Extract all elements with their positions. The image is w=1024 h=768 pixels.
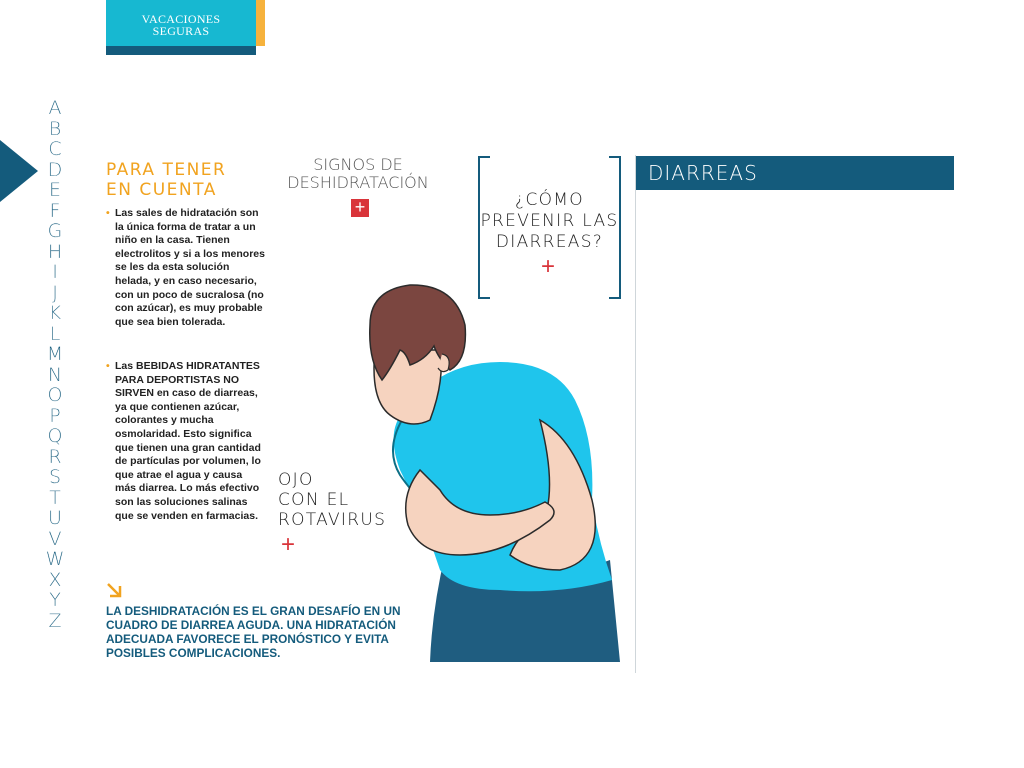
alphabet-letter[interactable]: C: [48, 138, 62, 160]
alphabet-index: [44, 98, 66, 631]
alphabet-letter[interactable]: G: [47, 220, 63, 242]
tip-item: [106, 360, 266, 523]
alphabet-letter[interactable]: Q: [47, 425, 63, 447]
signs-title: [268, 156, 448, 192]
header-tab-underline: [106, 46, 256, 55]
alphabet-letter[interactable]: A: [48, 97, 62, 119]
alphabet-letter[interactable]: L: [49, 322, 61, 345]
signs-title-line1: SIGNOS DE: [313, 155, 403, 174]
section-divider: [635, 155, 636, 673]
alphabet-letter[interactable]: X: [48, 568, 62, 591]
alphabet-letter[interactable]: J: [52, 281, 58, 304]
alphabet-letter[interactable]: K: [48, 302, 62, 324]
alphabet-letter[interactable]: U: [48, 507, 62, 529]
rotavirus-title: [278, 470, 386, 530]
header-tab-accent: [256, 0, 265, 46]
tips-title-line1: PARA TENER: [106, 160, 227, 180]
tip-text: Las sales de hidratación son la única forma de tratar a un niño en la casa. Tienen electrolitos y si a los menores se les da esta solución helada, y en caso necesario, con un poco de sucralosa (no con azúcar), es muy probable que sea bien tolerada.: [115, 207, 265, 328]
alphabet-letter[interactable]: O: [47, 384, 63, 406]
alphabet-letter[interactable]: T: [49, 486, 61, 509]
rotavirus-title-line1: OJO: [278, 470, 314, 490]
rotavirus-title-line2: CON EL: [278, 490, 350, 510]
prevent-title: [478, 190, 621, 253]
signs-title-line2: DESHIDRATACIÓN: [287, 173, 429, 192]
tip-item: [106, 207, 266, 329]
arrow-down-right-icon: [106, 582, 122, 598]
rotavirus-title-line3: ROTAVIRUS: [278, 510, 387, 530]
alphabet-letter[interactable]: I: [52, 261, 58, 283]
alphabet-letter[interactable]: W: [45, 548, 65, 570]
alphabet-letter[interactable]: S: [48, 466, 62, 488]
alphabet-letter[interactable]: N: [47, 363, 63, 386]
summary-text: LA DESHIDRATACIÓN ES EL GRAN DESAFÍO EN UN CUADRO DE DIARREA AGUDA. UNA HIDRATACIÓN ADECUADA FAVORECE EL PRONÓSTICO Y EVITA POSIBLES COMPLICACIONES.: [106, 604, 401, 660]
rotavirus-expand-button[interactable]: +: [280, 531, 295, 558]
tip-text: [115, 360, 266, 523]
prevent-title-line3: DIARREAS?: [495, 232, 604, 252]
signs-expand-button[interactable]: +: [351, 199, 369, 217]
alphabet-letter[interactable]: Z: [48, 609, 62, 632]
header-tab-label-line1: VACACIONES: [141, 12, 221, 26]
triangle-right-icon: [0, 140, 38, 202]
alphabet-letter[interactable]: V: [48, 527, 62, 550]
alphabet-letter[interactable]: P: [49, 404, 61, 427]
alphabet-letter[interactable]: M: [46, 343, 64, 365]
header-tab-label: [106, 13, 256, 37]
header-tab-label-line2: SEGURAS: [152, 24, 210, 38]
alphabet-letter[interactable]: R: [48, 445, 62, 468]
tips-title-line2: EN CUENTA: [106, 180, 217, 200]
prevent-title-line2: PREVENIR LAS: [480, 211, 619, 231]
alphabet-letter[interactable]: H: [47, 240, 63, 263]
bullet-icon: •: [106, 207, 110, 219]
alphabet-letter[interactable]: F: [49, 199, 61, 222]
bullet-icon: •: [106, 360, 110, 372]
tip-regular-text: en caso de diarreas, ya que contienen azúcar, colorantes y mucha osmolaridad. Esto significa que tienen una gran cantidad de partículas por volumen, lo que atrae el agua y causa más diarrea. Lo más efectivo son las soluciones salinas que se venden en farmacias.: [115, 387, 261, 522]
prevent-expand-button[interactable]: +: [540, 253, 555, 280]
alphabet-letter[interactable]: Y: [49, 589, 61, 611]
section-title: DIARREAS: [648, 161, 758, 185]
tips-title: [106, 160, 226, 200]
alphabet-letter[interactable]: E: [48, 179, 61, 201]
prevent-title-line1: ¿CÓMO: [515, 190, 584, 210]
alphabet-letter[interactable]: B: [48, 117, 62, 140]
alphabet-letter[interactable]: D: [47, 158, 63, 181]
tip-strong-text: Las BEBIDAS HIDRATANTES PARA DEPORTISTAS NO SIRVEN: [115, 360, 260, 400]
